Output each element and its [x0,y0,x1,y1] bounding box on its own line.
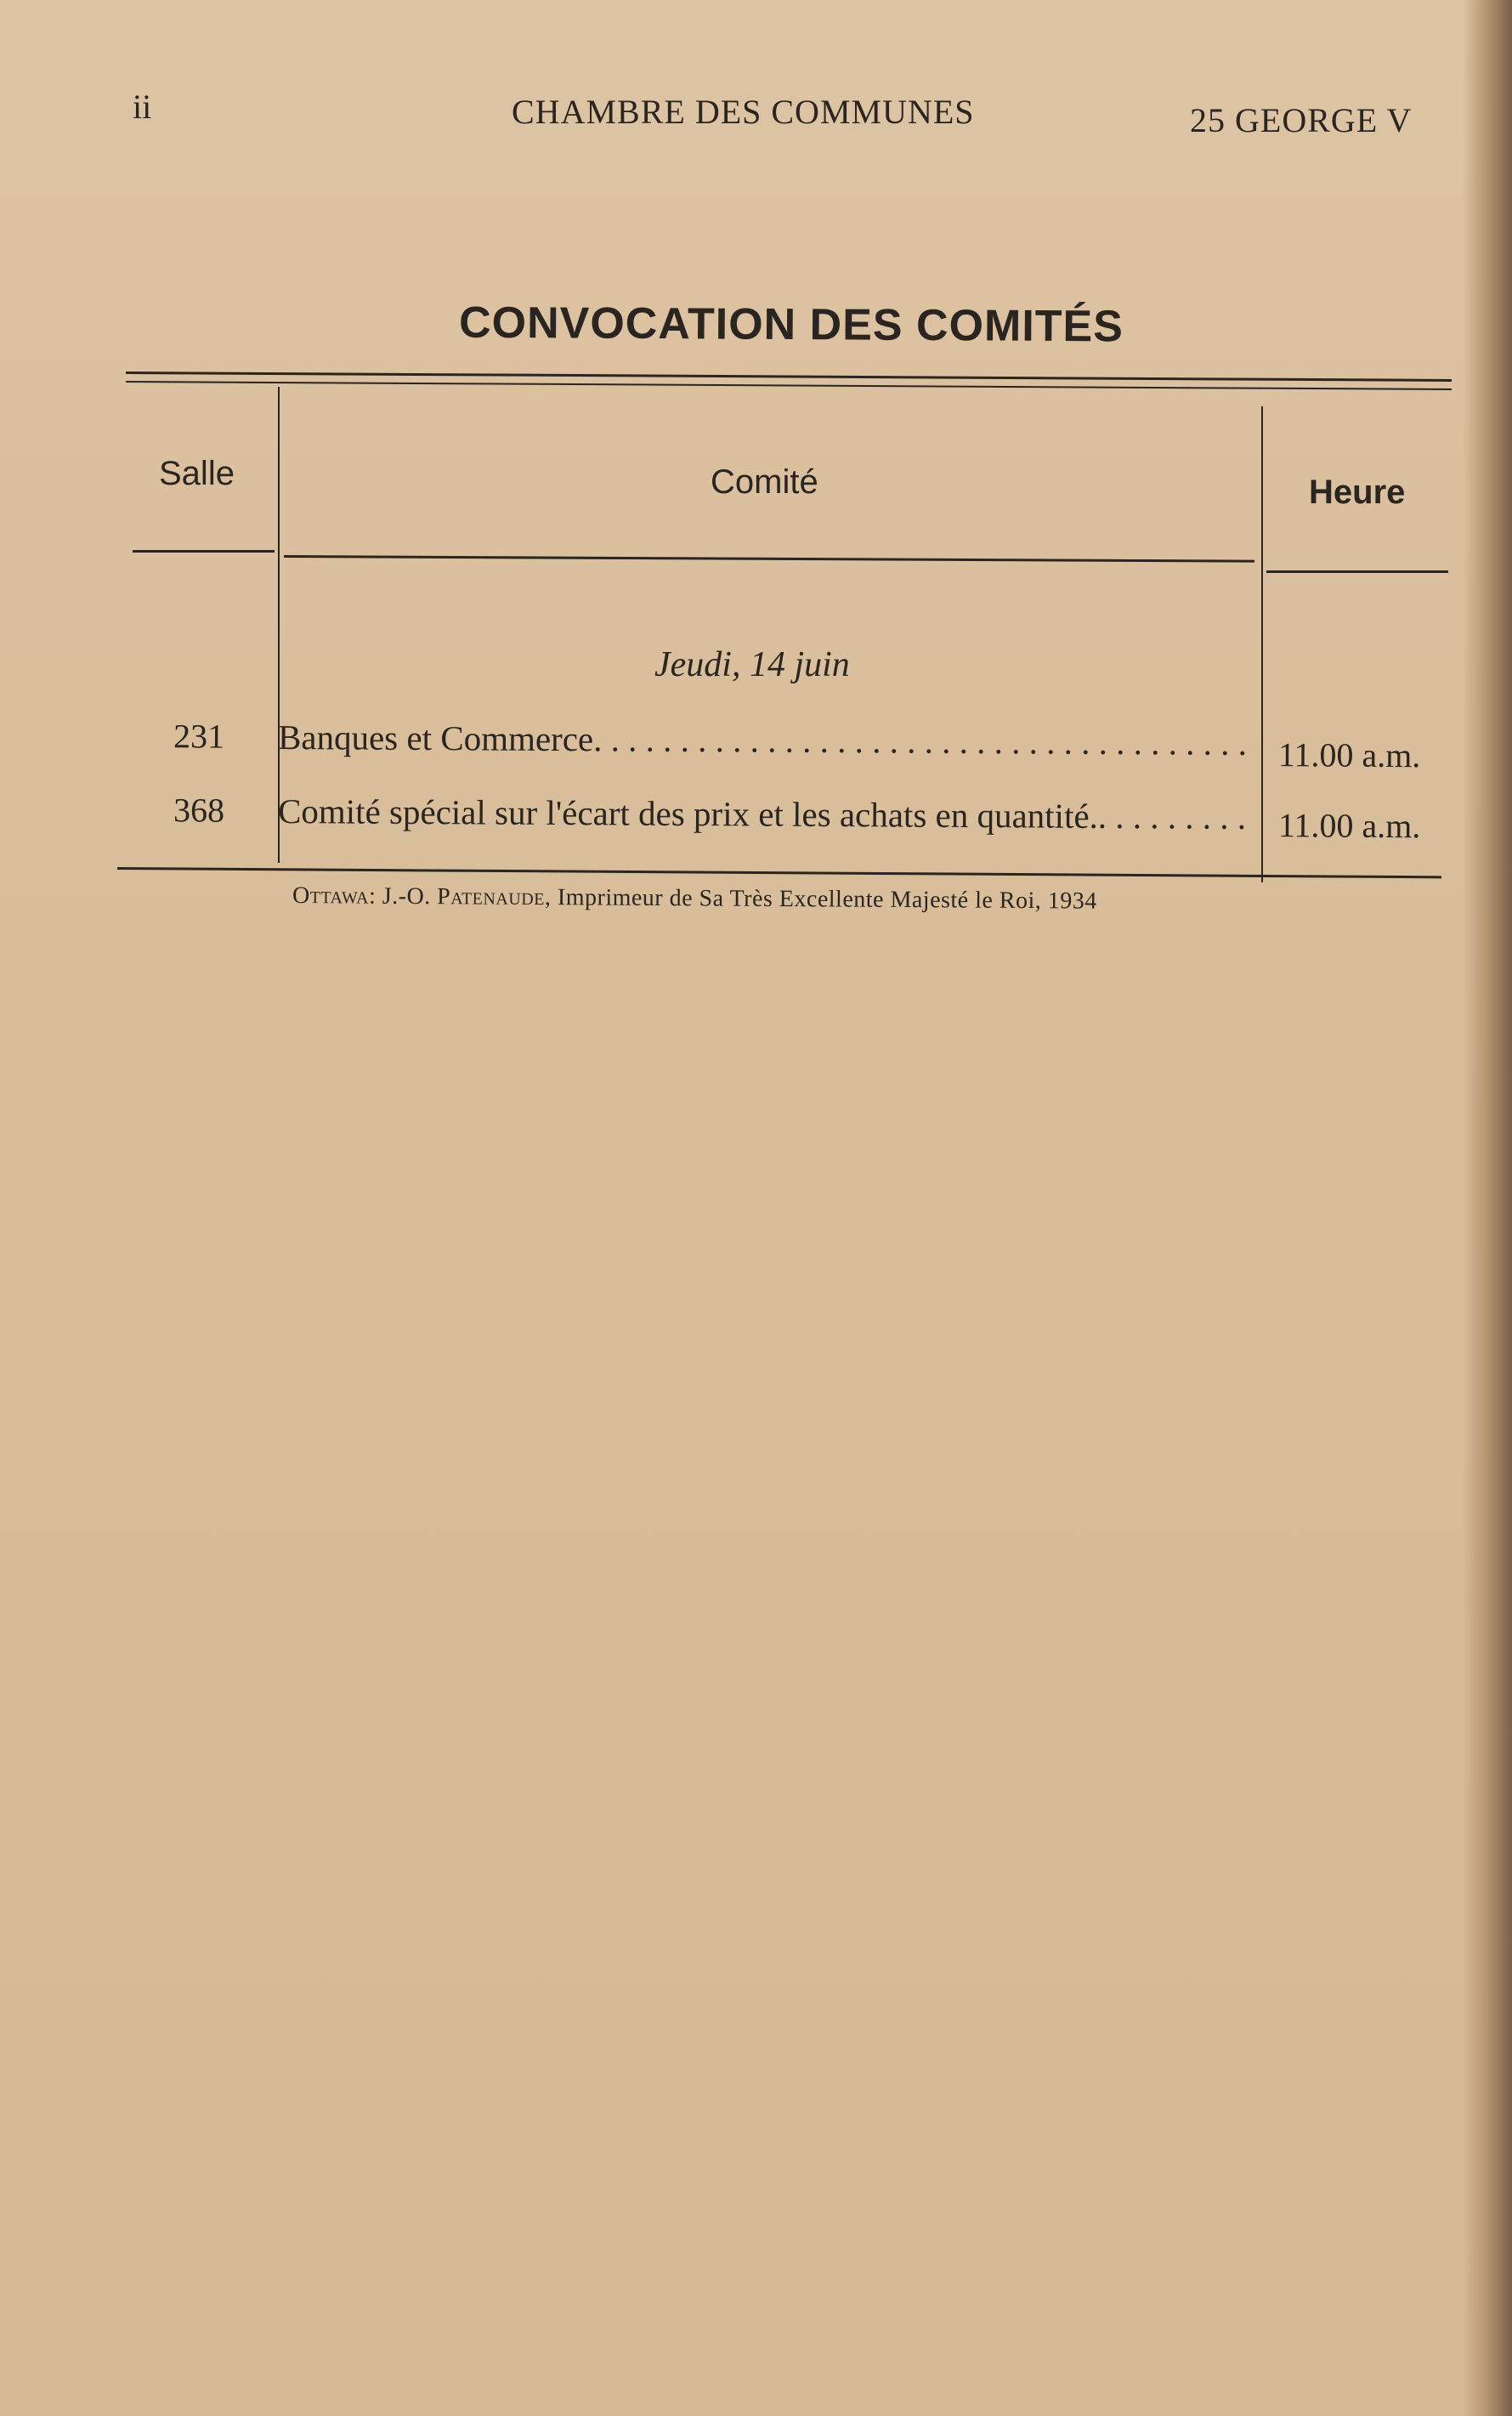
printer-imprint [292,882,1097,916]
meeting-time: 11.00 a.m. [1277,806,1421,846]
regnal-year: 25 GEORGE V [1190,101,1413,139]
header-rule-committee [284,555,1254,563]
bottom-rule [117,867,1441,878]
imprint-city: Ottawa [292,882,370,910]
period-mark: . . . . [1089,796,1247,837]
meeting-time: 11.00 a.m. [1277,735,1421,775]
room-number: 368 [173,791,225,830]
section-title: CONVOCATION DES COMITÉS [458,298,1124,352]
table-row [0,789,1512,849]
committee-name-cell [278,717,1247,763]
date-heading: Jeudi, 14 juin [654,645,850,684]
imprint-printer: J.-O. Patenaude [382,882,546,911]
top-double-rule-inner [126,381,1452,390]
imprint-rest: , Imprimeur de Sa Très Excellente Majesté le Roi, 1934 [544,884,1097,915]
running-title: CHAMBRE DES COMMUNES [512,93,975,131]
committee-name: Banques et Commerce [277,717,594,759]
header-rule-room [133,550,275,553]
header-rule-time [1266,570,1448,573]
page-number: ii [133,88,152,126]
room-number: 231 [173,717,225,756]
running-header [0,87,1512,138]
top-double-rule [126,371,1452,382]
column-header-room: Salle [159,455,235,492]
imprint-colon: : [368,882,382,910]
page-spine-shadow [1463,0,1512,2416]
table-row [0,715,1512,775]
dot-leaders [593,718,1247,763]
committee-name: Comité spécial sur l'écart des prix et les achats en quantité [277,791,1090,836]
committee-name-cell [278,791,1247,837]
column-header-committee: Comité [711,463,818,501]
column-header-time: Heure [1309,474,1406,511]
